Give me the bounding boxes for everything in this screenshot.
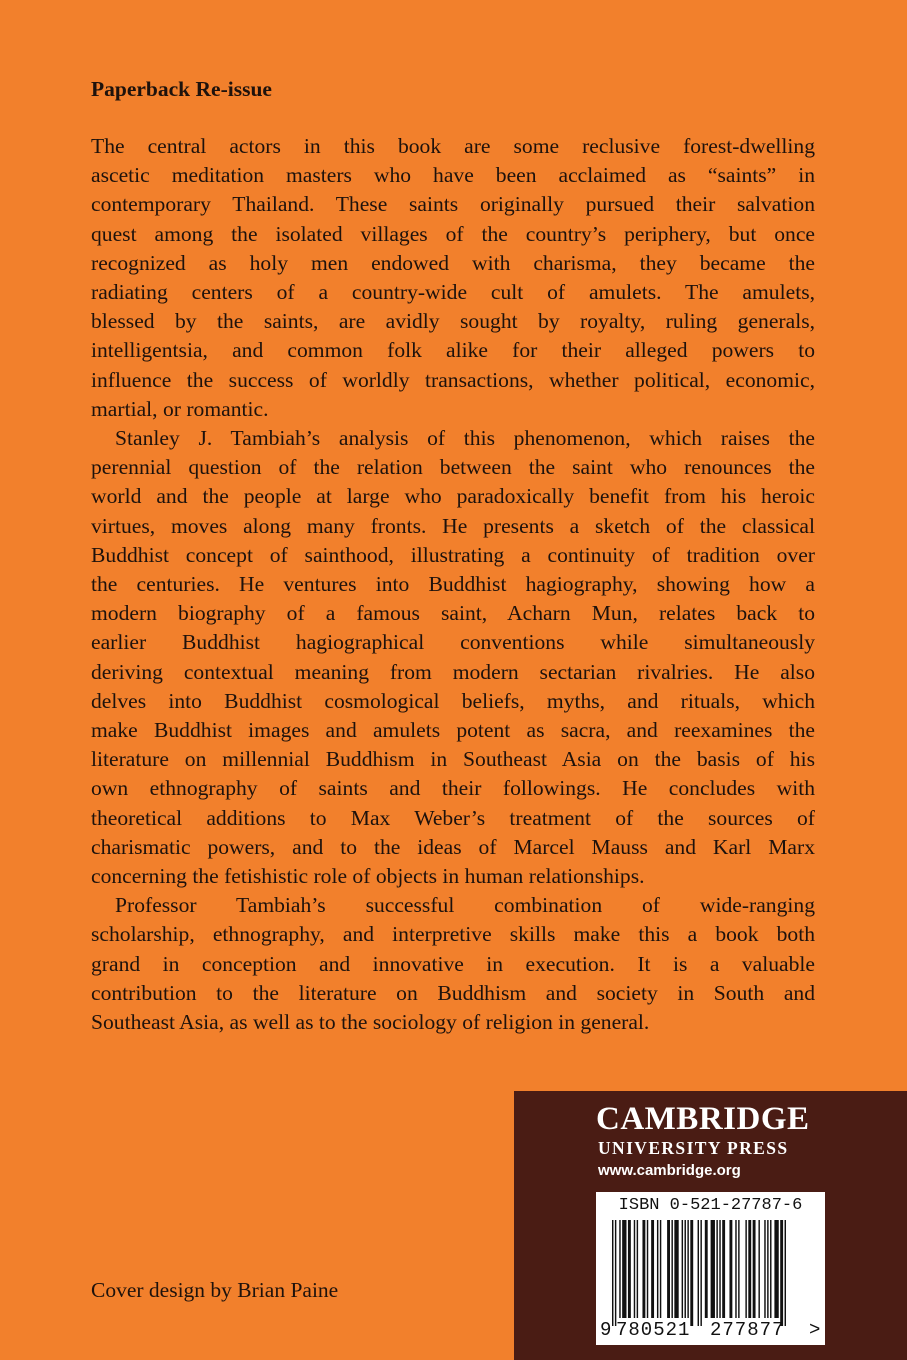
barcode-bar bbox=[682, 1220, 683, 1318]
barcode-bar bbox=[729, 1220, 732, 1318]
barcode-bar bbox=[745, 1220, 746, 1318]
barcode-bar bbox=[667, 1220, 670, 1318]
publisher-subtitle: UNIVERSITY PRESS bbox=[598, 1138, 789, 1158]
blurb-line: The central actors in this book are some reclusive forest-dwelling bbox=[91, 134, 815, 158]
barcode-bar bbox=[722, 1220, 725, 1318]
blurb-text bbox=[91, 132, 815, 1037]
blurb-line: the centuries. He ventures into Buddhist hagiography, showing how a bbox=[91, 572, 815, 597]
blurb-line: Stanley J. Tambiah’s analysis of this phenomenon, which raises the bbox=[115, 426, 815, 451]
barcode-bar bbox=[642, 1220, 645, 1318]
blurb-line: delves into Buddhist cosmological beliefs, myths, and rituals, which bbox=[91, 688, 815, 713]
barcode-bar bbox=[612, 1220, 613, 1326]
barcode-bar bbox=[687, 1220, 688, 1318]
barcode-bar bbox=[660, 1220, 661, 1318]
cover-design-credit: Cover design by Brian Paine bbox=[91, 1278, 339, 1302]
barcode-bar bbox=[634, 1220, 635, 1318]
publisher-panel bbox=[514, 1091, 907, 1360]
barcode-bar bbox=[785, 1220, 786, 1326]
barcode-bar bbox=[628, 1220, 631, 1318]
blurb-line: Southeast Asia, as well as to the sociology of religion in general. bbox=[91, 1010, 650, 1035]
barcode-bar bbox=[764, 1220, 765, 1318]
blurb-line: ascetic meditation masters who have been acclaimed as “saints” in bbox=[91, 163, 815, 188]
blurb-line: modern biography of a famous saint, Acharn Mun, relates back to bbox=[91, 601, 815, 626]
barcode-bar bbox=[719, 1220, 720, 1318]
cover-heading: Paperback Re-issue bbox=[91, 77, 272, 101]
barcode-bar bbox=[657, 1220, 658, 1318]
blurb-line: concerning the fetishistic role of objects in human relationships. bbox=[91, 864, 645, 889]
blurb-line: theoretical additions to Max Weber’s treatment of the sources of bbox=[91, 805, 815, 830]
barcode-box bbox=[596, 1192, 825, 1345]
barcode-bar bbox=[690, 1220, 693, 1326]
barcode-bar bbox=[698, 1220, 699, 1326]
blurb-line: perennial question of the relation between the saint who renounces the bbox=[91, 455, 815, 480]
barcode-digits-left: 780521 bbox=[616, 1319, 691, 1341]
isbn-label: ISBN 0-521-27787-6 bbox=[618, 1196, 803, 1215]
publisher-url: www.cambridge.org bbox=[598, 1162, 741, 1179]
blurb-line: recognized as holy men endowed with charisma, they became the bbox=[91, 250, 815, 275]
barcode-bar bbox=[711, 1220, 715, 1318]
barcode-bar bbox=[637, 1220, 638, 1318]
barcode-bar bbox=[767, 1220, 768, 1318]
barcode-bar bbox=[674, 1220, 678, 1318]
barcode-bar bbox=[716, 1220, 717, 1318]
barcode-bar bbox=[735, 1220, 736, 1318]
barcode-arrow: > bbox=[809, 1319, 821, 1341]
barcode-bar bbox=[685, 1220, 686, 1318]
barcode-digit-first: 9 bbox=[600, 1319, 612, 1341]
barcode-bar bbox=[758, 1220, 759, 1318]
blurb-line: influence the success of worldly transactions, whether political, economic, bbox=[91, 367, 815, 392]
barcode-bar bbox=[615, 1220, 616, 1326]
blurb-line: charismatic powers, and to the ideas of Marcel Mauss and Karl Marx bbox=[91, 834, 815, 859]
blurb-line: radiating centers of a country-wide cult of amulets. The amulets, bbox=[91, 280, 815, 305]
barcode-bar bbox=[774, 1220, 778, 1318]
blurb-line: quest among the isolated villages of the country’s periphery, but once bbox=[91, 221, 815, 246]
blurb-line: intelligentsia, and common folk alike for their alleged powers to bbox=[91, 338, 815, 363]
barcode-bar bbox=[671, 1220, 672, 1318]
blurb-line: world and the people at large who paradoxically benefit from his heroic bbox=[91, 484, 815, 509]
barcode-bar bbox=[738, 1220, 739, 1318]
blurb-line: make Buddhist images and amulets potent as sacra, and reexamines the bbox=[91, 718, 815, 743]
blurb-line: contribution to the literature on Buddhism and society in South and bbox=[91, 980, 815, 1005]
barcode-bar bbox=[780, 1220, 783, 1326]
blurb-line: virtues, moves along many fronts. He presents a sketch of the classical bbox=[91, 513, 815, 538]
barcode-bar bbox=[700, 1220, 701, 1326]
barcode-bar bbox=[748, 1220, 751, 1318]
blurb-line: earlier Buddhist hagiographical conventions while simultaneously bbox=[91, 630, 815, 655]
blurb-line: martial, or romantic. bbox=[91, 396, 269, 421]
barcode-bar bbox=[619, 1220, 620, 1318]
blurb-line: contemporary Thailand. These saints originally pursued their salvation bbox=[91, 192, 815, 217]
blurb-line: deriving contextual meaning from modern sectarian rivalries. He also bbox=[91, 659, 815, 684]
blurb-line: grand in conception and innovative in execution. It is a valuable bbox=[91, 951, 815, 976]
blurb-line: Professor Tambiah’s successful combination of wide-ranging bbox=[115, 893, 815, 918]
blurb-line: scholarship, ethnography, and interpretive skills make this a book both bbox=[91, 922, 815, 947]
barcode-bar bbox=[651, 1220, 654, 1318]
barcode-bar bbox=[770, 1220, 771, 1318]
barcode-bar bbox=[705, 1220, 708, 1318]
blurb-line: literature on millennial Buddhism in Southeast Asia on the basis of his bbox=[91, 747, 815, 772]
barcode-digits-right: 277877 bbox=[710, 1319, 785, 1341]
barcode-bar bbox=[647, 1220, 648, 1318]
barcode-bar bbox=[622, 1220, 626, 1318]
barcode-bar bbox=[753, 1220, 756, 1318]
publisher-name: CAMBRIDGE bbox=[596, 1101, 810, 1137]
blurb-line: own ethnography of saints and their followings. He concludes with bbox=[91, 776, 815, 801]
blurb-line: blessed by the saints, are avidly sought by royalty, ruling generals, bbox=[91, 309, 815, 334]
blurb-line: Buddhist concept of sainthood, illustrating a continuity of tradition over bbox=[91, 542, 815, 567]
